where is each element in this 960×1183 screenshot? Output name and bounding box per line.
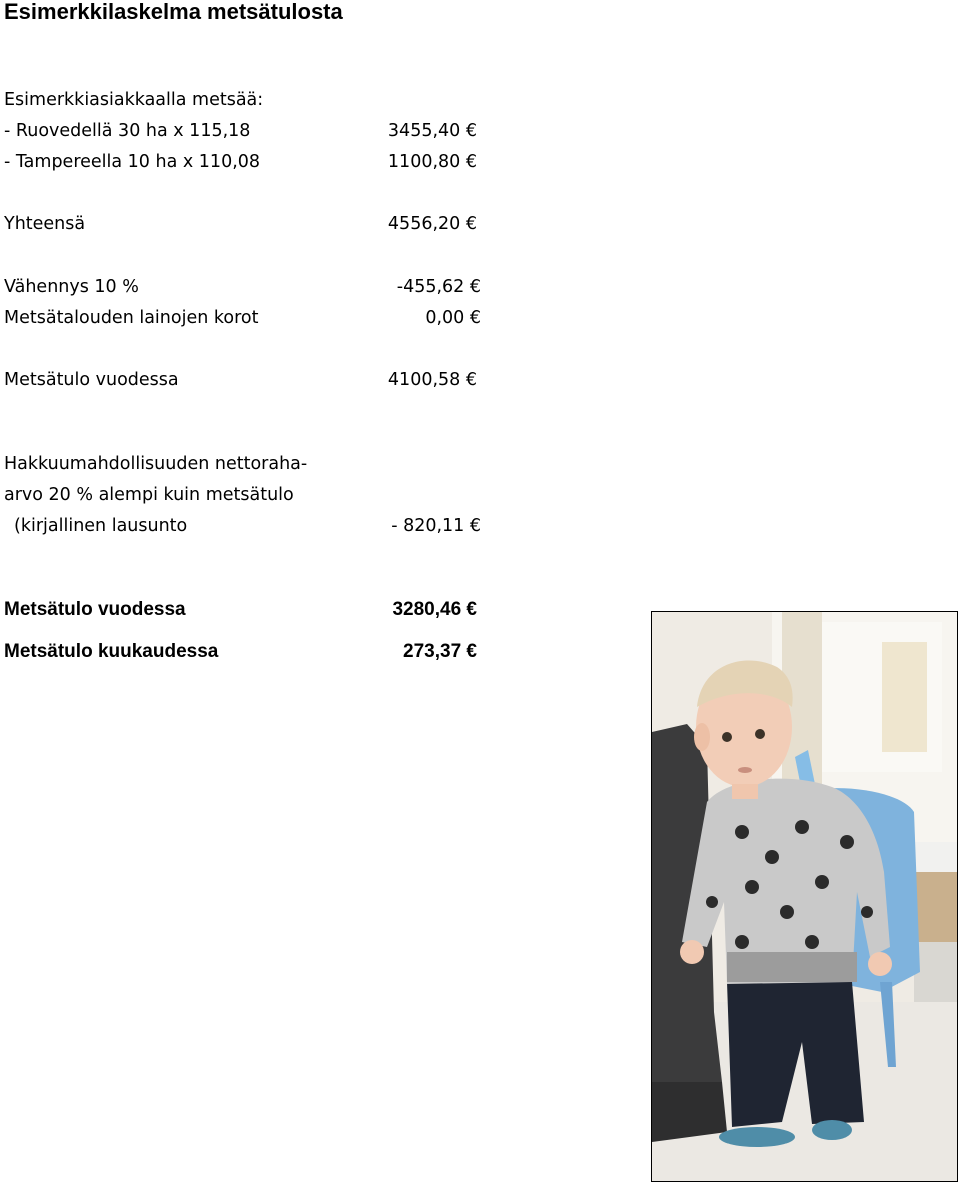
child-photo-illustration [652,612,957,1181]
final-annual-amount: 3280,46 € [392,599,477,620]
deduction-label: Vähennys 10 % [4,277,139,297]
harvest-note-row [0,516,560,542]
deduction-label: Metsätalouden lainojen korot [4,308,259,328]
harvest-note-line1: Hakkuumahdollisuuden nettoraha- [4,454,308,474]
deduction-amount: 0,00 € [425,308,481,328]
final-monthly-amount: 273,37 € [403,641,477,662]
document-title: Esimerkkilaskelma metsätulosta [4,0,343,24]
intro-text: Esimerkkiasiakkaalla metsää: [4,90,264,110]
total-row [0,214,560,240]
harvest-note-line3: (kirjallinen lausunto [14,516,188,536]
line-item [0,152,560,178]
child-photo [651,611,958,1182]
final-monthly-row [0,641,560,667]
annual-income-row [0,370,560,396]
deduction-amount: -455,62 € [396,277,481,297]
annual-income-label: Metsätulo vuodessa [4,370,179,390]
harvest-note-line2: arvo 20 % alempi kuin metsätulo [4,485,294,505]
line-item-amount: 3455,40 € [387,121,477,141]
final-annual-label: Metsätulo vuodessa [4,599,186,620]
line-item [0,121,560,147]
total-label: Yhteensä [4,214,86,234]
harvest-note-amount: - 820,11 € [391,516,481,536]
line-item-label: - Tampereella 10 ha x 110,08 [4,152,261,172]
line-item-label: - Ruovedellä 30 ha x 115,18 [4,121,251,141]
annual-income-amount: 4100,58 € [387,370,477,390]
deduction-row [0,308,560,334]
total-amount: 4556,20 € [387,214,477,234]
line-item-amount: 1100,80 € [387,152,477,172]
final-annual-row [0,599,560,625]
final-monthly-label: Metsätulo kuukaudessa [4,641,219,662]
deduction-row [0,277,560,303]
